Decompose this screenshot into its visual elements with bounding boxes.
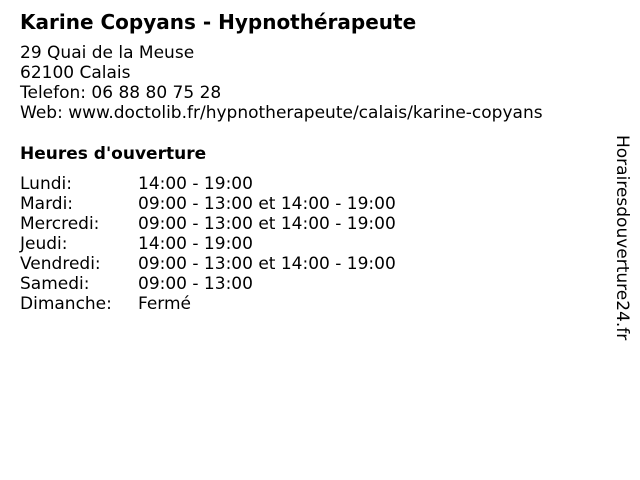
day-hours: 09:00 - 13:00 et 14:00 - 19:00 <box>138 194 396 214</box>
day-label: Mercredi: <box>20 214 100 234</box>
day-hours: Fermé <box>138 294 192 314</box>
website-link: Web: www.doctolib.fr/hypnotherapeute/calais/karine-copyans <box>20 103 543 123</box>
day-label: Lundi: <box>20 174 72 194</box>
phone-number: Telefon: 06 88 80 75 28 <box>20 83 222 103</box>
hours-heading: Heures d'ouverture <box>20 144 207 164</box>
business-title: Karine Copyans - Hypnothérapeute <box>20 10 417 34</box>
day-hours: 14:00 - 19:00 <box>138 174 253 194</box>
day-label: Vendredi: <box>20 254 101 274</box>
day-hours: 09:00 - 13:00 <box>138 274 253 294</box>
day-hours: 14:00 - 19:00 <box>138 234 253 254</box>
day-label: Jeudi: <box>20 234 68 254</box>
day-label: Mardi: <box>20 194 74 214</box>
city-postal: 62100 Calais <box>20 63 131 83</box>
address-block <box>20 43 543 123</box>
day-label: Dimanche: <box>20 294 112 314</box>
day-label: Samedi: <box>20 274 90 294</box>
site-watermark: Horairesdouverture24.fr <box>612 135 632 341</box>
day-hours: 09:00 - 13:00 et 14:00 - 19:00 <box>138 214 396 234</box>
day-hours: 09:00 - 13:00 et 14:00 - 19:00 <box>138 254 396 274</box>
street-address: 29 Quai de la Meuse <box>20 43 195 63</box>
